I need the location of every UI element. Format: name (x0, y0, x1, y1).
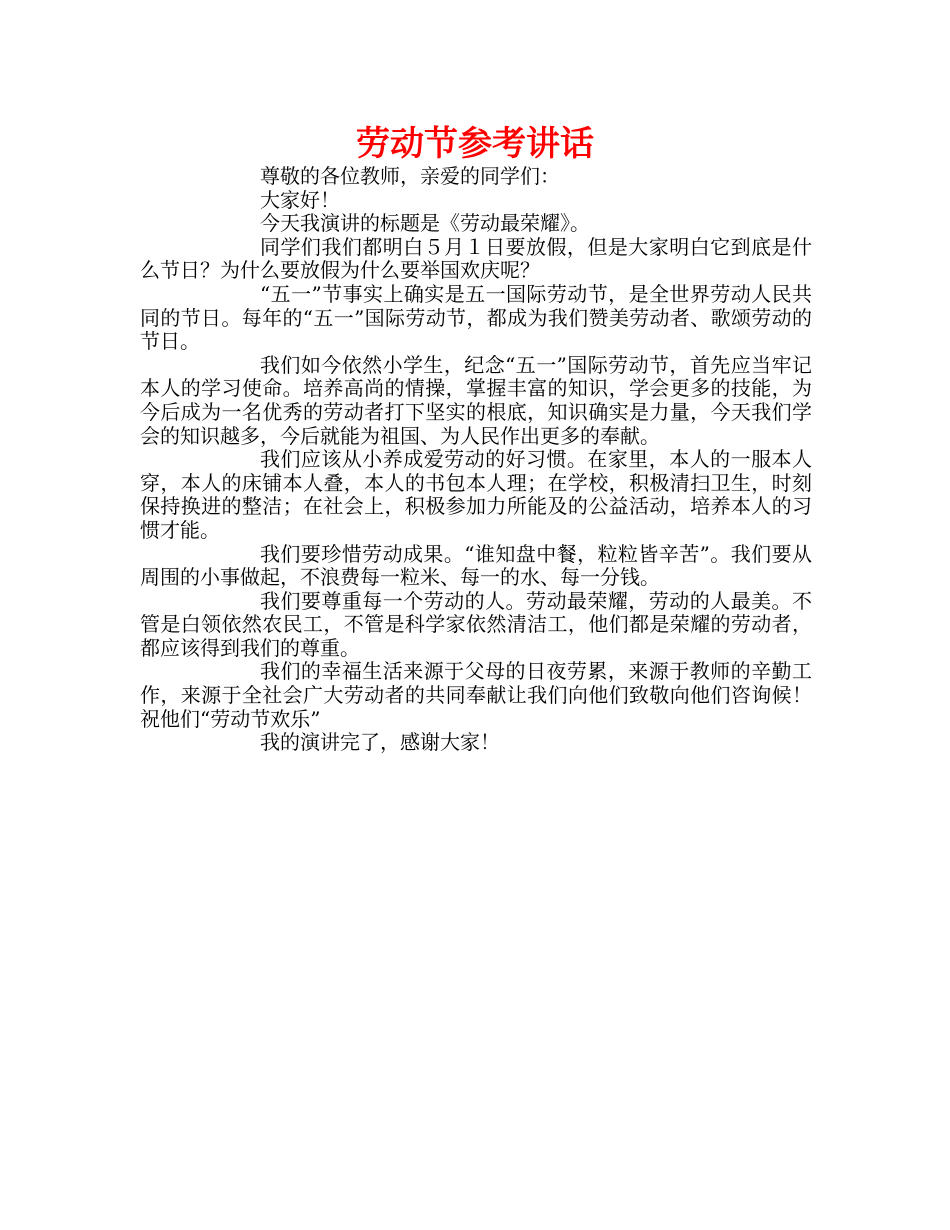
paragraph-respect: 我们要尊重每一个劳动的人。劳动最荣耀，劳动的人最美。不管是白领依然农民工，不管是科学家依然清洁工，他们都是荣耀的劳动者，都应该得到我们的尊重。 (140, 588, 812, 660)
paragraph-cherish: 我们要珍惜劳动成果。“谁知盘中餐，粒粒皆辛苦”。我们要从周围的小事做起，不浪费每一粒米、每一的水、每一分钱。 (140, 541, 812, 590)
paragraph-topic: 今天我演讲的标题是《劳动最荣耀》。 (260, 211, 590, 236)
document-body (140, 165, 812, 755)
paragraph-labor-day: “五一”节事实上确实是五一国际劳动节，是全世界劳动人民共同的节日。每年的“五一”国际劳动节，都成为我们赞美劳动者、歌颂劳动的节日。 (140, 281, 812, 354)
paragraph-greeting: 尊敬的各位教师，亲爱的同学们： (260, 164, 560, 188)
paragraph-closing: 我的演讲完了，感谢大家！ (260, 730, 500, 755)
paragraph-gratitude: 我们的幸福生活来源于父母的日夜劳累，来源于教师的辛勤工作，来源于全社会广大劳动者的共同奉献让我们向他们致敬向他们咨询候！祝他们“劳动节欢乐” (140, 659, 812, 731)
paragraph-habits: 我们应该从小养成爱劳动的好习惯。在家里，本人的一服本人穿，本人的床铺本人叠，本人的书包本人理；在学校，积极清扫卫生，时刻保持换进的整洁；在社会上，积极参加力所能及的公益活动，培养本人的习惯才能。 (140, 447, 812, 542)
document-title: 劳动节参考讲话 (356, 124, 594, 164)
paragraph-study: 我们如今依然小学生，纪念“五一”国际劳动节，首先应当牢记本人的学习使命。培养高尚的情操，掌握丰富的知识，学会更多的技能，为今后成为一名优秀的劳动者打下坚实的根底，知识确实是力量，今天我们学会的知识越多，今后就能为祖国、为人民作出更多的奉献。 (140, 352, 812, 448)
paragraph-question: 同学们我们都明白５月１日要放假，但是大家明白它到底是什么节日？为什么要放假为什么要举国欢庆呢？ (140, 234, 812, 283)
paragraph-hello: 大家好！ (260, 187, 340, 212)
